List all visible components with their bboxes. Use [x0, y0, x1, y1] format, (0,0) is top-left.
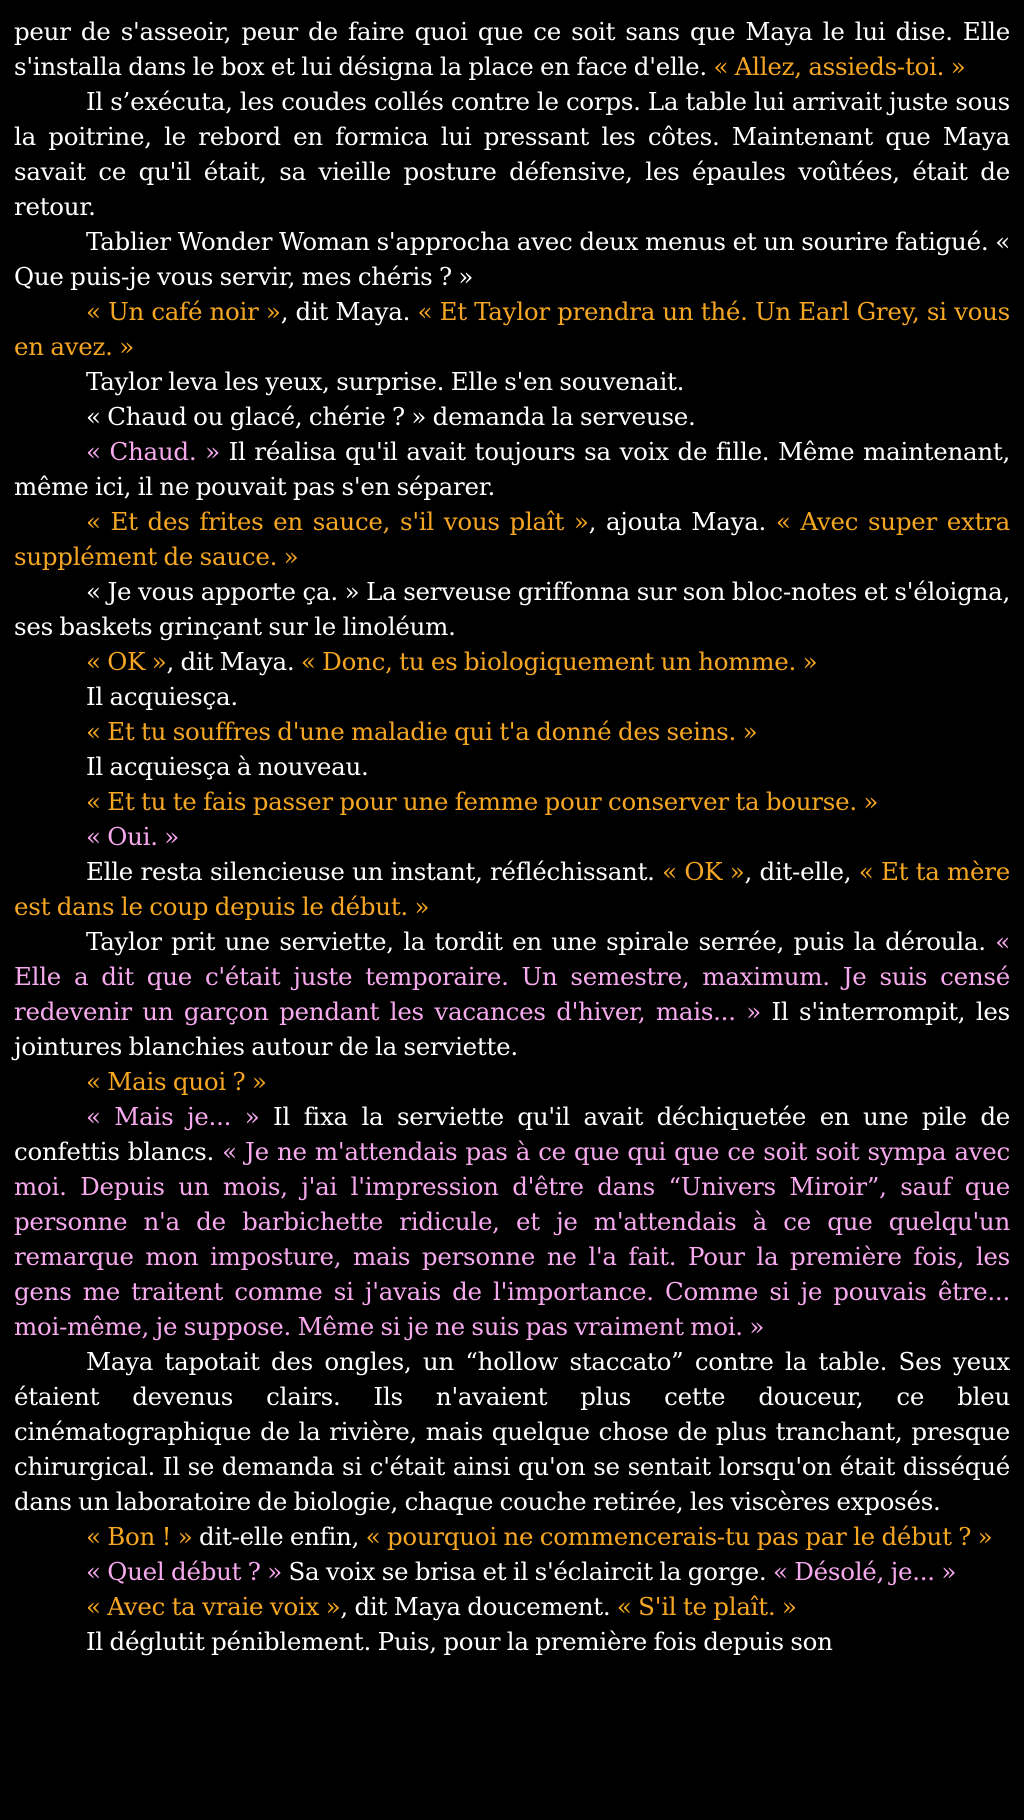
narration-text: « Chaud ou glacé, chérie ? » demanda la serveuse. — [86, 402, 696, 431]
paragraph — [14, 504, 1010, 574]
maya-dialogue: « Mais quoi ? » — [86, 1067, 267, 1096]
paragraph — [14, 854, 1010, 924]
paragraph — [14, 1624, 1010, 1659]
paragraph — [14, 294, 1010, 364]
paragraph — [14, 1099, 1010, 1344]
paragraph — [14, 364, 1010, 399]
paragraph — [14, 679, 1010, 714]
paragraph — [14, 434, 1010, 504]
paragraph — [14, 749, 1010, 784]
paragraph — [14, 714, 1010, 749]
paragraph — [14, 1344, 1010, 1519]
paragraph — [14, 1519, 1010, 1554]
narration-text: Il déglutit péniblement. Puis, pour la première fois depuis son — [86, 1627, 833, 1656]
maya-dialogue: « Et ta mère est dans le coup depuis le début. » — [14, 857, 1010, 921]
narration-text: Il fixa la serviette qu'il avait déchiquetée en une pile de confettis blancs. — [14, 1102, 1010, 1166]
paragraph — [14, 399, 1010, 434]
narration-text: Il acquiesça. — [86, 682, 238, 711]
maya-dialogue: « Donc, tu es biologiquement un homme. » — [300, 647, 818, 676]
narration-text: Taylor prit une serviette, la tordit en une spirale serrée, puis la déroula. — [86, 927, 996, 956]
narration-text: Il acquiesça à nouveau. — [86, 752, 369, 781]
paragraph — [14, 784, 1010, 819]
taylor-dialogue: « Quel début ? » — [86, 1557, 282, 1586]
paragraph — [14, 224, 1010, 294]
narration-text: , ajouta Maya. — [588, 507, 776, 536]
paragraph — [14, 1554, 1010, 1589]
maya-dialogue: « Avec ta vraie voix » — [86, 1592, 341, 1621]
maya-dialogue: « S'il te plaît. » — [616, 1592, 797, 1621]
paragraph — [14, 14, 1010, 84]
narration-text: Sa voix se brisa et il s'éclaircit la gorge. — [281, 1557, 773, 1586]
maya-dialogue: « OK » — [662, 857, 745, 886]
narration-text: peur de s'asseoir, peur de faire quoi que ce soit sans que Maya le lui dise. Elle s'installa dans le box et lui désigna la place en face d'elle. — [14, 17, 1010, 81]
narration-text: Elle resta silencieuse un instant, réfléchissant. — [86, 857, 663, 886]
taylor-dialogue: « Chaud. » — [86, 437, 220, 466]
maya-dialogue: « Et tu souffres d'une maladie qui t'a donné des seins. » — [86, 717, 758, 746]
narration-text: dit-elle enfin, — [192, 1522, 366, 1551]
maya-dialogue: « Et Taylor prendra un thé. Un Earl Grey, si vous en avez. » — [14, 297, 1011, 361]
narration-text: Maya tapotait des ongles, un “hollow staccato” contre la table. Ses yeux étaient devenus clairs. Ils n'avaient plus cette douceur, ce bleu cinématographique de la rivière, mais quelque chose de plus tranchant, presque chirurgical. Il se demanda si c'était ainsi qu'on se sentait lorsqu'on était disséqué dans un laboratoire de biologie, chaque couche retirée, les viscères exposés. — [14, 1347, 1010, 1516]
maya-dialogue: « Un café noir » — [86, 297, 281, 326]
maya-dialogue: « Et des frites en sauce, s'il vous plaît » — [86, 507, 589, 536]
narration-text: Il réalisa qu'il avait toujours sa voix de fille. Même maintenant, même ici, il ne pouvait pas s'en séparer. — [14, 437, 1011, 501]
narration-text: , dit Maya doucement. — [340, 1592, 617, 1621]
paragraph — [14, 644, 1010, 679]
maya-dialogue: « Allez, assieds-toi. » — [713, 52, 966, 81]
narration-text: « Je vous apporte ça. » La serveuse griffonna sur son bloc-notes et s'éloigna, ses baskets grinçant sur le linoléum. — [14, 577, 1010, 641]
maya-dialogue: « Avec super extra supplément de sauce. » — [14, 507, 1010, 571]
narration-text: Taylor leva les yeux, surprise. Elle s'en souvenait. — [86, 367, 685, 396]
taylor-dialogue: « Je ne m'attendais pas à ce que qui que ce soit soit sympa avec moi. Depuis un mois, j'ai l'impression d'être dans “Univers Miroir”, sauf que personne n'a de barbichette ridicule, et je m'attendais à ce que quelqu'un remarque mon imposture, mais personne ne l'a fait. Pour la première fois, les gens me traitent comme si j'avais de l'importance. Comme si je pouvais être... moi-même, je suppose. Même si je ne suis pas vraiment moi. » — [14, 1137, 1010, 1341]
narration-text: Tablier Wonder Woman s'approcha avec deux menus et un sourire fatigué. « Que puis-je vous servir, mes chéris ? » — [14, 227, 1010, 291]
taylor-dialogue: « Oui. » — [86, 822, 180, 851]
narration-text: , dit-elle, — [744, 857, 859, 886]
narration-text: Il s'interrompit, les jointures blanchies autour de la serviette. — [14, 997, 1010, 1061]
narration-text: , dit Maya. — [280, 297, 418, 326]
narration-text: Il s’exécuta, les coudes collés contre le corps. La table lui arrivait juste sous la poitrine, le rebord en formica lui pressant les côtes. Maintenant que Maya savait ce qu'il était, sa vieille posture défensive, les épaules voûtées, était de retour. — [14, 87, 1010, 221]
paragraph — [14, 574, 1010, 644]
paragraph — [14, 1589, 1010, 1624]
paragraph — [14, 819, 1010, 854]
taylor-dialogue: « Désolé, je... » — [772, 1557, 957, 1586]
taylor-dialogue: « Elle a dit que c'était juste temporaire. Un semestre, maximum. Je suis censé redevenir un garçon pendant les vacances d'hiver, mais... » — [14, 927, 1010, 1026]
maya-dialogue: « Bon ! » — [86, 1522, 193, 1551]
maya-dialogue: « pourquoi ne commencerais-tu pas par le début ? » — [365, 1522, 993, 1551]
paragraph — [14, 924, 1010, 1064]
narration-text: , dit Maya. — [166, 647, 301, 676]
maya-dialogue: « OK » — [86, 647, 167, 676]
maya-dialogue: « Et tu te fais passer pour une femme pour conserver ta bourse. » — [86, 787, 879, 816]
paragraph — [14, 1064, 1010, 1099]
taylor-dialogue: « Mais je... » — [86, 1102, 260, 1131]
paragraph — [14, 84, 1010, 224]
